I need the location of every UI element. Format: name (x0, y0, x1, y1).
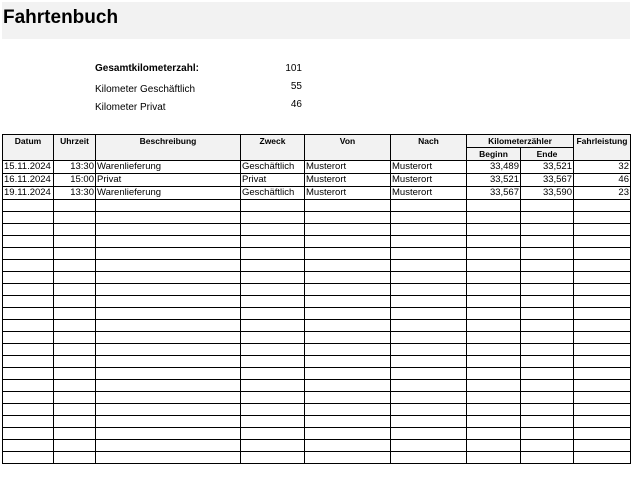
cell-nach[interactable] (391, 224, 467, 236)
cell-uhrzeit[interactable] (54, 332, 96, 344)
cell-datum[interactable] (3, 320, 54, 332)
cell-datum[interactable] (3, 404, 54, 416)
cell-ende[interactable]: 33,590 (521, 187, 574, 200)
cell-beschreibung[interactable] (96, 308, 241, 320)
cell-datum[interactable] (3, 452, 54, 464)
table-row (3, 380, 631, 392)
cell-beschreibung[interactable] (96, 272, 241, 284)
cell-zweck[interactable] (241, 260, 305, 272)
cell-von[interactable] (305, 308, 391, 320)
cell-fahrleistung[interactable] (574, 344, 631, 356)
cell-datum[interactable]: 19.11.2024 (3, 187, 54, 200)
cell-uhrzeit[interactable] (54, 392, 96, 404)
cell-ende[interactable] (521, 308, 574, 320)
cell-uhrzeit[interactable] (54, 212, 96, 224)
cell-datum[interactable] (3, 224, 54, 236)
cell-uhrzeit[interactable] (54, 356, 96, 368)
cell-beschreibung[interactable] (96, 332, 241, 344)
table-row (3, 260, 631, 272)
cell-uhrzeit[interactable] (54, 308, 96, 320)
cell-datum[interactable]: 16.11.2024 (3, 174, 54, 187)
cell-beginn[interactable] (467, 356, 521, 368)
table-row (3, 284, 631, 296)
header-von[interactable]: Von (305, 135, 391, 161)
cell-zweck[interactable] (241, 236, 305, 248)
cell-nach[interactable] (391, 428, 467, 440)
cell-ende[interactable] (521, 416, 574, 428)
cell-nach[interactable] (391, 452, 467, 464)
cell-datum[interactable] (3, 248, 54, 260)
cell-von[interactable] (305, 296, 391, 308)
table-row (3, 440, 631, 452)
cell-datum[interactable] (3, 416, 54, 428)
cell-beginn[interactable] (467, 320, 521, 332)
cell-datum[interactable] (3, 284, 54, 296)
cell-nach[interactable] (391, 380, 467, 392)
cell-fahrleistung[interactable] (574, 260, 631, 272)
table-row (3, 212, 631, 224)
cell-fahrleistung[interactable] (574, 272, 631, 284)
cell-beginn[interactable] (467, 332, 521, 344)
table-row (3, 320, 631, 332)
cell-zweck[interactable] (241, 392, 305, 404)
cell-zweck[interactable] (241, 356, 305, 368)
cell-beschreibung[interactable] (96, 224, 241, 236)
table-row (3, 224, 631, 236)
table-row (3, 404, 631, 416)
header-nach[interactable]: Nach (391, 135, 467, 161)
cell-fahrleistung[interactable] (574, 284, 631, 296)
cell-beschreibung[interactable] (96, 344, 241, 356)
cell-zweck[interactable] (241, 368, 305, 380)
table-row (3, 296, 631, 308)
cell-ende[interactable] (521, 440, 574, 452)
table-row (3, 236, 631, 248)
cell-ende[interactable] (521, 212, 574, 224)
cell-fahrleistung[interactable] (574, 452, 631, 464)
cell-uhrzeit[interactable] (54, 284, 96, 296)
cell-nach[interactable] (391, 248, 467, 260)
table-row (3, 344, 631, 356)
cell-beschreibung[interactable] (96, 284, 241, 296)
cell-datum[interactable] (3, 368, 54, 380)
cell-uhrzeit[interactable] (54, 272, 96, 284)
cell-beschreibung[interactable] (96, 428, 241, 440)
cell-uhrzeit[interactable] (54, 344, 96, 356)
table-row (3, 308, 631, 320)
cell-datum[interactable] (3, 428, 54, 440)
cell-nach[interactable] (391, 440, 467, 452)
cell-ende[interactable] (521, 452, 574, 464)
cell-von[interactable] (305, 428, 391, 440)
cell-beschreibung[interactable] (96, 392, 241, 404)
table-row (3, 428, 631, 440)
cell-beschreibung[interactable] (96, 368, 241, 380)
table-row (3, 368, 631, 380)
cell-von[interactable] (305, 332, 391, 344)
cell-fahrleistung[interactable] (574, 212, 631, 224)
cell-von[interactable] (305, 224, 391, 236)
table-row (3, 161, 631, 174)
cell-zweck[interactable] (241, 416, 305, 428)
total-km-label: Gesamtkilometerzahl: (95, 63, 199, 74)
cell-beschreibung[interactable] (96, 248, 241, 260)
cell-nach[interactable] (391, 344, 467, 356)
cell-beschreibung[interactable] (96, 440, 241, 452)
cell-beginn[interactable] (467, 440, 521, 452)
cell-von[interactable] (305, 368, 391, 380)
table-row (3, 174, 631, 187)
business-km-value[interactable]: 55 (290, 81, 302, 92)
cell-zweck[interactable] (241, 200, 305, 212)
trip-log-table (2, 134, 631, 464)
cell-beginn[interactable] (467, 200, 521, 212)
header-uhrzeit[interactable]: Uhrzeit (54, 135, 96, 161)
cell-fahrleistung[interactable]: 23 (574, 187, 631, 200)
cell-beschreibung[interactable]: Warenlieferung (96, 161, 241, 174)
cell-nach[interactable]: Musterort (391, 174, 467, 187)
cell-nach[interactable] (391, 296, 467, 308)
cell-beschreibung[interactable] (96, 452, 241, 464)
cell-datum[interactable] (3, 392, 54, 404)
cell-nach[interactable] (391, 392, 467, 404)
cell-nach[interactable] (391, 416, 467, 428)
cell-uhrzeit[interactable] (54, 224, 96, 236)
cell-uhrzeit[interactable] (54, 236, 96, 248)
cell-fahrleistung[interactable] (574, 224, 631, 236)
table-row (3, 187, 631, 200)
cell-fahrleistung[interactable] (574, 416, 631, 428)
private-km-label: Kilometer Privat (95, 102, 166, 113)
cell-fahrleistung[interactable] (574, 428, 631, 440)
cell-ende[interactable] (521, 332, 574, 344)
cell-ende[interactable] (521, 392, 574, 404)
cell-uhrzeit[interactable] (54, 428, 96, 440)
cell-beginn[interactable] (467, 248, 521, 260)
cell-ende[interactable]: 33,521 (521, 161, 574, 174)
cell-beschreibung[interactable] (96, 236, 241, 248)
cell-fahrleistung[interactable] (574, 356, 631, 368)
cell-nach[interactable]: Musterort (391, 161, 467, 174)
cell-datum[interactable] (3, 296, 54, 308)
cell-datum[interactable] (3, 356, 54, 368)
cell-von[interactable] (305, 356, 391, 368)
header-zweck[interactable]: Zweck (241, 135, 305, 161)
cell-von[interactable] (305, 320, 391, 332)
cell-nach[interactable] (391, 356, 467, 368)
cell-zweck[interactable] (241, 272, 305, 284)
cell-uhrzeit[interactable] (54, 368, 96, 380)
cell-datum[interactable] (3, 260, 54, 272)
cell-beschreibung[interactable] (96, 320, 241, 332)
cell-beginn[interactable] (467, 212, 521, 224)
cell-zweck[interactable] (241, 428, 305, 440)
cell-fahrleistung[interactable] (574, 200, 631, 212)
cell-von[interactable] (305, 404, 391, 416)
cell-von[interactable] (305, 272, 391, 284)
cell-ende[interactable] (521, 356, 574, 368)
cell-von[interactable] (305, 284, 391, 296)
cell-fahrleistung[interactable]: 32 (574, 161, 631, 174)
cell-ende[interactable] (521, 200, 574, 212)
cell-nach[interactable] (391, 236, 467, 248)
cell-fahrleistung[interactable] (574, 320, 631, 332)
cell-beginn[interactable] (467, 236, 521, 248)
cell-fahrleistung[interactable]: 46 (574, 174, 631, 187)
cell-zweck[interactable] (241, 380, 305, 392)
table-row (3, 356, 631, 368)
cell-uhrzeit[interactable] (54, 260, 96, 272)
cell-von[interactable] (305, 440, 391, 452)
cell-von[interactable] (305, 344, 391, 356)
cell-datum[interactable] (3, 236, 54, 248)
cell-zweck[interactable]: Geschäftlich (241, 161, 305, 174)
cell-beginn[interactable] (467, 284, 521, 296)
cell-uhrzeit[interactable] (54, 200, 96, 212)
cell-beginn[interactable]: 33,567 (467, 187, 521, 200)
table-row (3, 452, 631, 464)
cell-beginn[interactable] (467, 308, 521, 320)
cell-beginn[interactable] (467, 260, 521, 272)
cell-fahrleistung[interactable] (574, 296, 631, 308)
cell-beginn[interactable] (467, 404, 521, 416)
cell-zweck[interactable] (241, 212, 305, 224)
cell-beschreibung[interactable] (96, 260, 241, 272)
cell-von[interactable]: Musterort (305, 161, 391, 174)
cell-uhrzeit[interactable] (54, 440, 96, 452)
header-ende[interactable]: Ende (521, 148, 574, 161)
cell-datum[interactable] (3, 308, 54, 320)
cell-ende[interactable] (521, 260, 574, 272)
business-km-label: Kilometer Geschäftlich (95, 84, 196, 95)
cell-nach[interactable] (391, 200, 467, 212)
cell-nach[interactable] (391, 284, 467, 296)
cell-zweck[interactable] (241, 440, 305, 452)
cell-zweck[interactable] (241, 320, 305, 332)
cell-beschreibung[interactable] (96, 404, 241, 416)
cell-ende[interactable] (521, 236, 574, 248)
table-row (3, 272, 631, 284)
trip-log-body (3, 161, 631, 464)
cell-ende[interactable] (521, 380, 574, 392)
cell-beschreibung[interactable] (96, 200, 241, 212)
table-row (3, 416, 631, 428)
cell-beginn[interactable] (467, 368, 521, 380)
cell-beschreibung[interactable] (96, 416, 241, 428)
cell-beginn[interactable] (467, 296, 521, 308)
cell-datum[interactable] (3, 332, 54, 344)
cell-beschreibung[interactable]: Privat (96, 174, 241, 187)
cell-zweck[interactable] (241, 332, 305, 344)
sheet-title: Fahrtenbuch (3, 7, 119, 28)
cell-nach[interactable] (391, 308, 467, 320)
cell-datum[interactable] (3, 440, 54, 452)
cell-ende[interactable] (521, 320, 574, 332)
cell-beginn[interactable] (467, 428, 521, 440)
cell-von[interactable] (305, 212, 391, 224)
cell-beginn[interactable] (467, 392, 521, 404)
cell-beginn[interactable] (467, 344, 521, 356)
cell-zweck[interactable] (241, 296, 305, 308)
cell-zweck[interactable] (241, 248, 305, 260)
cell-uhrzeit[interactable] (54, 416, 96, 428)
table-row (3, 248, 631, 260)
header-beginn[interactable]: Beginn (467, 148, 521, 161)
cell-beginn[interactable]: 33,489 (467, 161, 521, 174)
cell-fahrleistung[interactable] (574, 404, 631, 416)
table-row (3, 200, 631, 212)
cell-zweck[interactable]: Geschäftlich (241, 187, 305, 200)
cell-von[interactable] (305, 248, 391, 260)
cell-uhrzeit[interactable] (54, 248, 96, 260)
cell-nach[interactable] (391, 272, 467, 284)
cell-uhrzeit[interactable] (54, 404, 96, 416)
cell-ende[interactable] (521, 272, 574, 284)
cell-zweck[interactable] (241, 308, 305, 320)
header-fahrleistung[interactable]: Fahrleistung (574, 135, 631, 161)
cell-von[interactable] (305, 416, 391, 428)
cell-nach[interactable]: Musterort (391, 187, 467, 200)
cell-beginn[interactable]: 33,521 (467, 174, 521, 187)
cell-zweck[interactable]: Privat (241, 174, 305, 187)
cell-beschreibung[interactable]: Warenlieferung (96, 187, 241, 200)
cell-uhrzeit[interactable]: 13:30 (54, 187, 96, 200)
cell-ende[interactable] (521, 344, 574, 356)
cell-datum[interactable]: 15.11.2024 (3, 161, 54, 174)
cell-datum[interactable] (3, 212, 54, 224)
cell-datum[interactable] (3, 200, 54, 212)
cell-fahrleistung[interactable] (574, 440, 631, 452)
cell-nach[interactable] (391, 368, 467, 380)
cell-ende[interactable]: 33,567 (521, 174, 574, 187)
table-row (3, 392, 631, 404)
cell-von[interactable]: Musterort (305, 187, 391, 200)
cell-uhrzeit[interactable]: 15:00 (54, 174, 96, 187)
cell-von[interactable] (305, 236, 391, 248)
cell-beginn[interactable] (467, 416, 521, 428)
cell-fahrleistung[interactable] (574, 392, 631, 404)
cell-beginn[interactable] (467, 224, 521, 236)
cell-von[interactable] (305, 452, 391, 464)
cell-nach[interactable] (391, 260, 467, 272)
cell-fahrleistung[interactable] (574, 248, 631, 260)
cell-zweck[interactable] (241, 452, 305, 464)
cell-von[interactable] (305, 380, 391, 392)
cell-uhrzeit[interactable] (54, 380, 96, 392)
cell-beginn[interactable] (467, 452, 521, 464)
header-datum[interactable]: Datum (3, 135, 54, 161)
header-beschreibung[interactable]: Beschreibung (96, 135, 241, 161)
private-km-value[interactable]: 46 (290, 99, 302, 110)
cell-fahrleistung[interactable] (574, 236, 631, 248)
cell-zweck[interactable] (241, 224, 305, 236)
cell-zweck[interactable] (241, 284, 305, 296)
cell-ende[interactable] (521, 296, 574, 308)
cell-ende[interactable] (521, 284, 574, 296)
cell-nach[interactable] (391, 212, 467, 224)
table-row (3, 332, 631, 344)
header-kilometerzaehler[interactable]: Kilometerzähler (467, 135, 574, 148)
cell-beginn[interactable] (467, 272, 521, 284)
total-km-value[interactable]: 101 (285, 63, 302, 74)
cell-ende[interactable] (521, 368, 574, 380)
cell-fahrleistung[interactable] (574, 380, 631, 392)
cell-von[interactable] (305, 392, 391, 404)
cell-ende[interactable] (521, 224, 574, 236)
cell-ende[interactable] (521, 248, 574, 260)
cell-beschreibung[interactable] (96, 296, 241, 308)
cell-datum[interactable] (3, 272, 54, 284)
cell-fahrleistung[interactable] (574, 368, 631, 380)
cell-nach[interactable] (391, 332, 467, 344)
cell-nach[interactable] (391, 404, 467, 416)
cell-uhrzeit[interactable] (54, 296, 96, 308)
cell-datum[interactable] (3, 344, 54, 356)
cell-zweck[interactable] (241, 344, 305, 356)
cell-von[interactable]: Musterort (305, 174, 391, 187)
cell-uhrzeit[interactable]: 13:30 (54, 161, 96, 174)
cell-beschreibung[interactable] (96, 380, 241, 392)
cell-von[interactable] (305, 200, 391, 212)
cell-datum[interactable] (3, 380, 54, 392)
cell-ende[interactable] (521, 428, 574, 440)
cell-uhrzeit[interactable] (54, 320, 96, 332)
cell-beschreibung[interactable] (96, 356, 241, 368)
cell-beschreibung[interactable] (96, 212, 241, 224)
cell-zweck[interactable] (241, 404, 305, 416)
cell-fahrleistung[interactable] (574, 308, 631, 320)
cell-von[interactable] (305, 260, 391, 272)
cell-beginn[interactable] (467, 380, 521, 392)
cell-nach[interactable] (391, 320, 467, 332)
cell-uhrzeit[interactable] (54, 452, 96, 464)
cell-ende[interactable] (521, 404, 574, 416)
cell-fahrleistung[interactable] (574, 332, 631, 344)
